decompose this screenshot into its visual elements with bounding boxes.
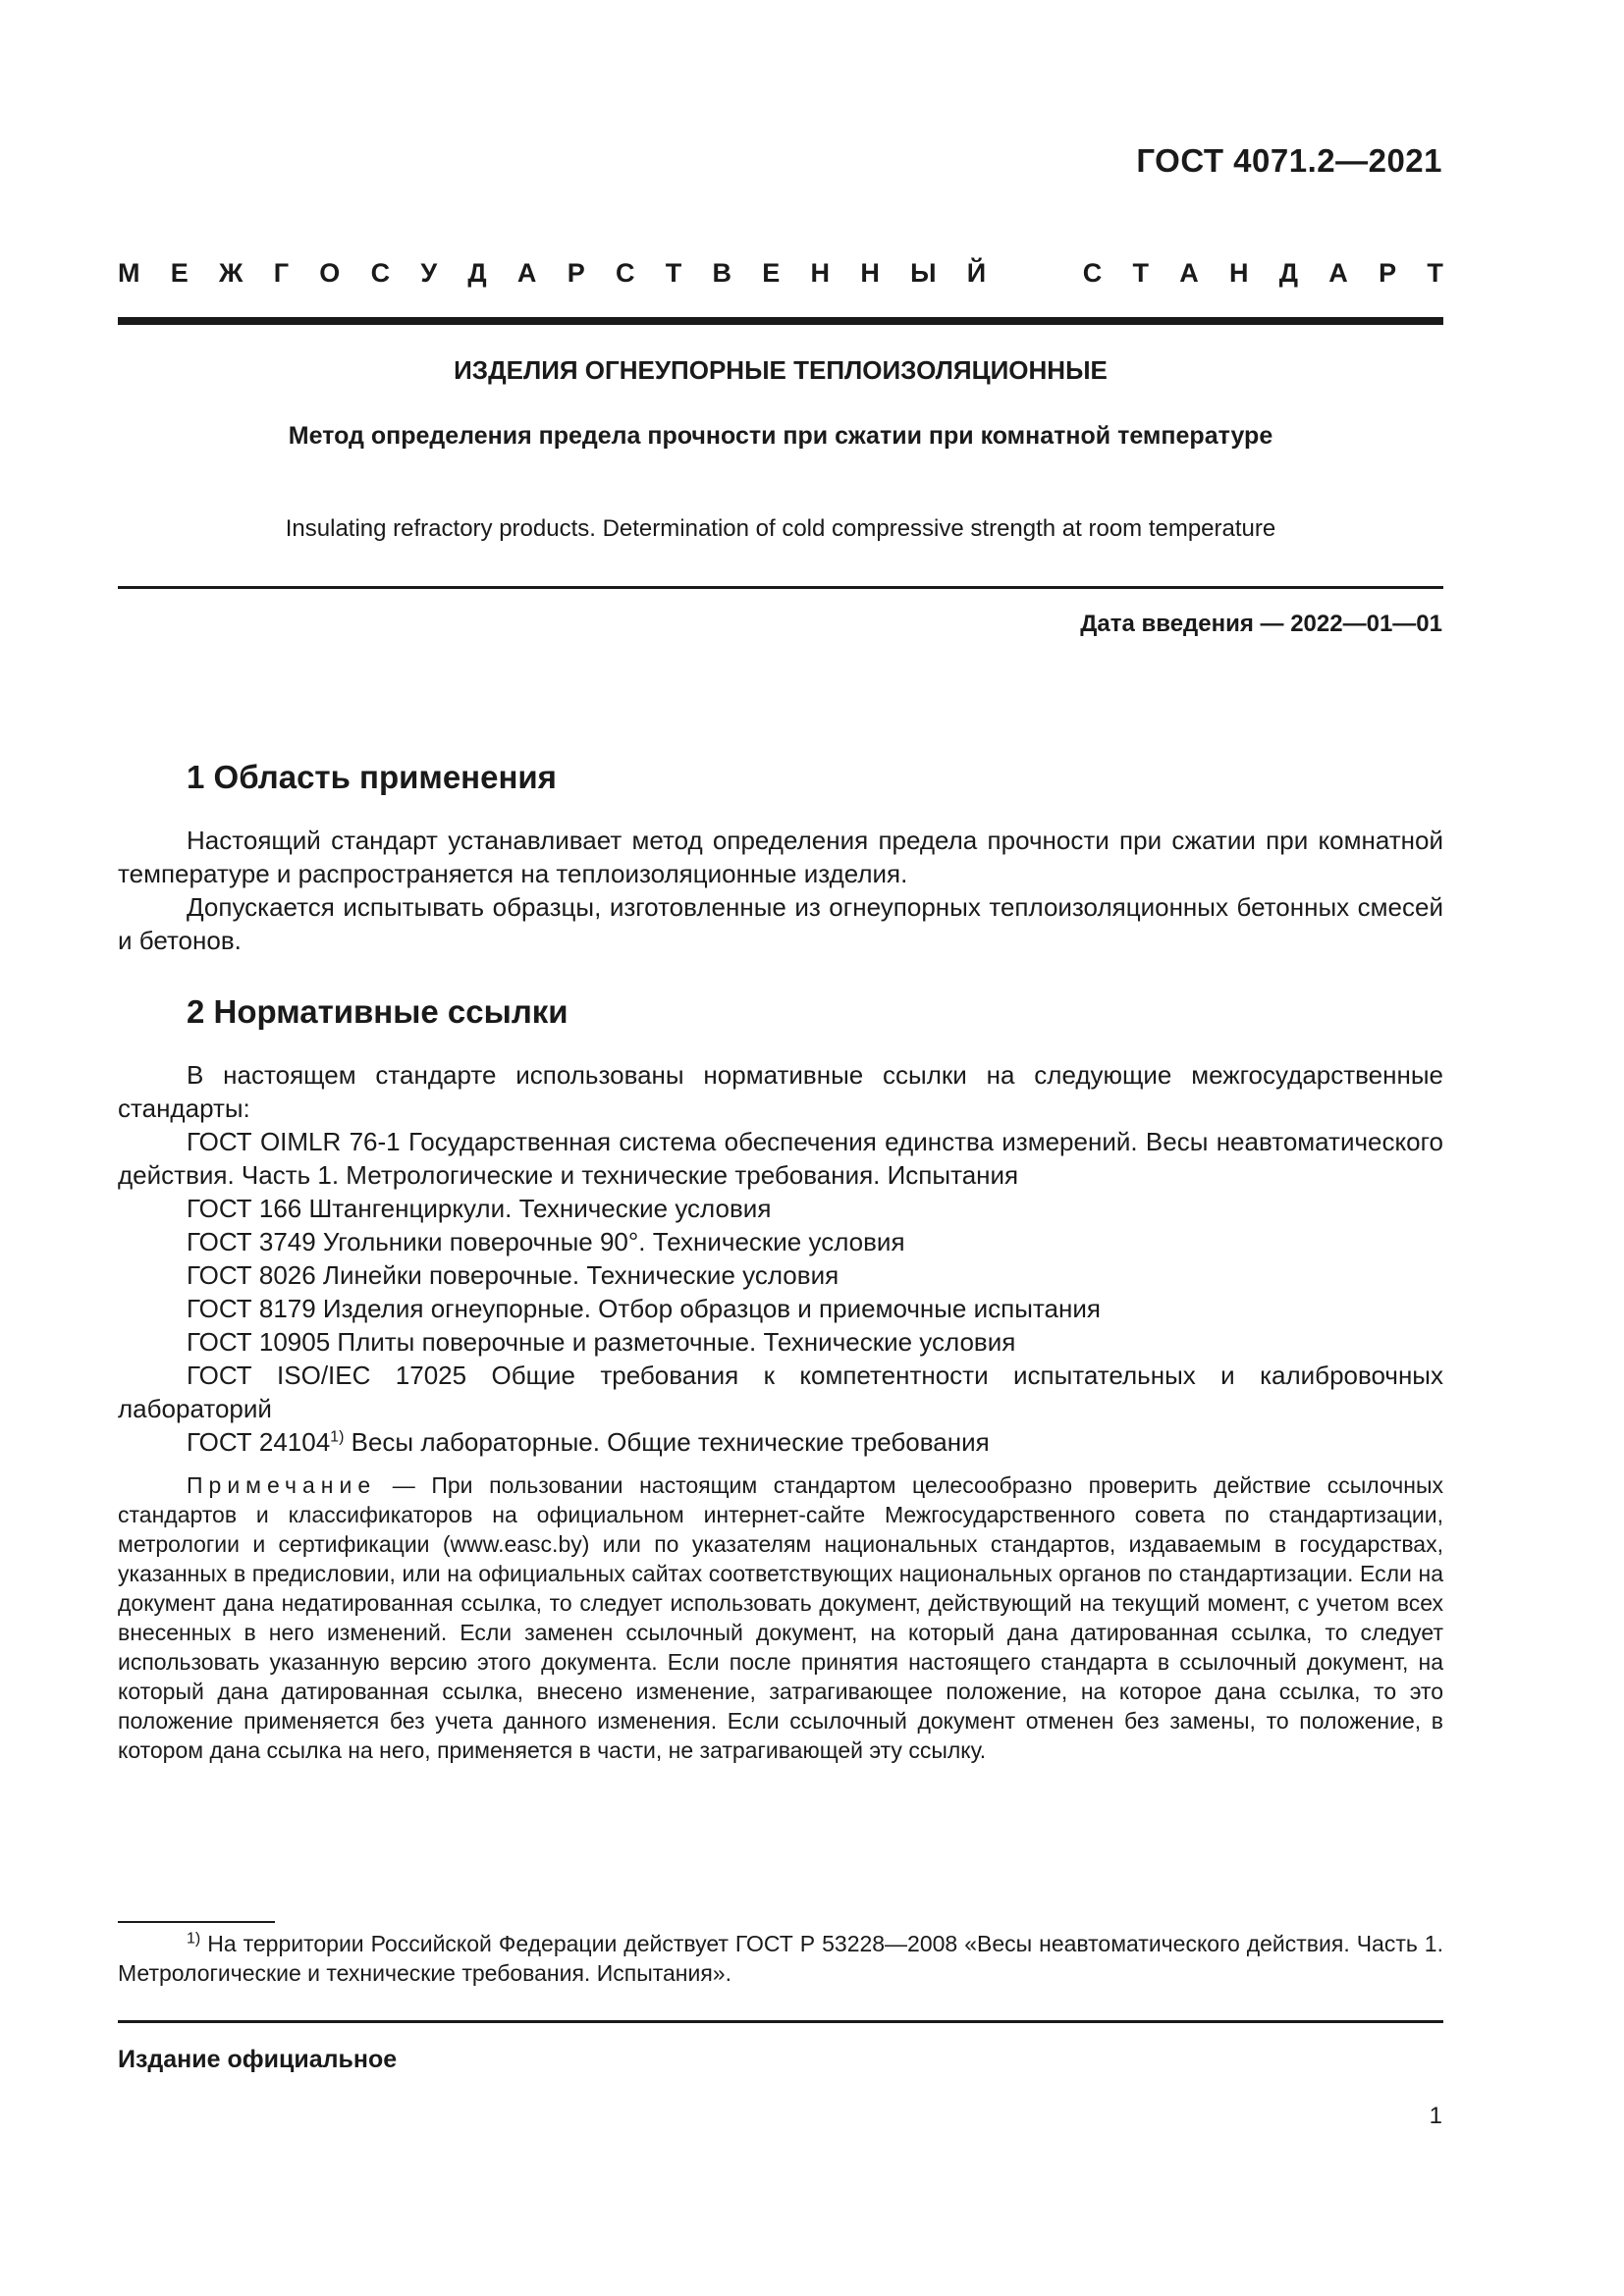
letter: Т xyxy=(1132,257,1149,288)
letter: Ы xyxy=(910,257,937,288)
letter: Р xyxy=(1379,257,1397,288)
letter: А xyxy=(1179,257,1199,288)
letter: О xyxy=(319,257,341,288)
letter: Н xyxy=(810,257,831,288)
letter: Г xyxy=(273,257,290,288)
footnote-mark: 1) xyxy=(187,1930,201,1948)
document-title-english: Insulating refractory products. Determination of cold compressive strength at room temperature xyxy=(285,515,1276,542)
letter: С xyxy=(370,257,391,288)
letter: С xyxy=(615,257,635,288)
footnote-text: На территории Российской Федерации действует ГОСТ Р 53228—2008 «Весы неавтоматического действия. Часть 1. Метрологические и технические требования. Испытания». xyxy=(118,1931,1443,1986)
letter: Е xyxy=(762,257,781,288)
note-label: Примечание xyxy=(187,1472,377,1498)
letter: С xyxy=(1082,257,1103,288)
introduction-date: Дата введения — 2022—01—01 xyxy=(1080,611,1442,637)
footnote-ref[interactable]: 1) xyxy=(330,1428,345,1446)
reference-item: ГОСТ 3749 Угольники поверочные 90°. Технические условия xyxy=(187,1227,905,1256)
footer-rule xyxy=(118,2020,1443,2023)
reference-text: Весы лабораторные. Общие технические требования xyxy=(344,1427,990,1457)
section-2 xyxy=(118,993,1443,1765)
document-title: ИЗДЕЛИЯ ОГНЕУПОРНЫЕ ТЕПЛОИЗОЛЯЦИОННЫЕ xyxy=(454,355,1108,385)
letter: М xyxy=(118,257,140,288)
interstate-standard-label xyxy=(118,253,1443,293)
letter: Н xyxy=(860,257,880,288)
reference-code: ГОСТ 24104 xyxy=(187,1427,331,1457)
reference-item: ГОСТ 166 Штангенциркули. Технические условия xyxy=(187,1194,772,1223)
reference-item: ГОСТ 10905 Плиты поверочные и разметочные. Технические условия xyxy=(187,1327,1016,1357)
section-heading: 1 Область применения xyxy=(187,759,557,795)
section-heading: 2 Нормативные ссылки xyxy=(187,993,568,1030)
note xyxy=(118,1470,1443,1765)
note-text: — При пользовании настоящим стандартом целесообразно проверить действие ссылочных стандартов и классификаторов на официальном интернет-сайте Межгосударственного совета по стандартизации, метрологии и сертификации (www.easc.by) или по указателям национальных стандартов, издаваемым в государствах, указанных в предисловии, или на официальных сайтах соответствующих национальных органов по стандартизации. Если на документ дана недатированная ссылка, то следует использовать документ, действующий на текущий момент, с учетом всех внесенных в него изменений. Если заменен ссылочный документ, на который дана датированная ссылка, то следует использовать указанную версию этого документа. Если после принятия настоящего стандарта в ссылочный документ, на который дана датированная ссылка, внесено изменение, затрагивающее положение, на которое дана ссылка, то это положение применяется без учета данного изменения. Если ссылочный документ отменен без замены, то положение, в котором дана ссылка на него, применяется в части, не затрагивающей эту ссылку. xyxy=(118,1472,1443,1763)
reference-item: ГОСТ OIMLR 76-1 Государственная система обеспечения единства измерений. Весы неавтоматического действия. Часть 1. Метрологические и технические требования. Испытания xyxy=(118,1127,1443,1190)
letter: Й xyxy=(966,257,987,288)
reference-item: ГОСТ ISO/IEC 17025 Общие требования к компетентности испытательных и калибровочных лабораторий xyxy=(118,1361,1443,1423)
letter: А xyxy=(516,257,537,288)
letter: Т xyxy=(665,257,682,288)
letter: Д xyxy=(467,257,487,288)
reference-item xyxy=(118,1425,1443,1459)
letter: Т xyxy=(1427,257,1443,288)
official-edition-label: Издание официальное xyxy=(118,2046,398,2073)
letter: Н xyxy=(1229,257,1249,288)
letter: В xyxy=(712,257,731,288)
header-rule xyxy=(118,317,1443,325)
footnote-rule xyxy=(118,1921,275,1923)
reference-item: ГОСТ 8026 Линейки поверочные. Технические условия xyxy=(187,1260,839,1290)
letter: Ж xyxy=(219,257,244,288)
gost-code: ГОСТ 4071.2—2021 xyxy=(1136,142,1442,179)
letter: У xyxy=(420,257,438,288)
paragraph: Допускается испытывать образцы, изготовленные из огнеупорных теплоизоляционных бетонных смесей и бетонов. xyxy=(118,892,1443,955)
letter: А xyxy=(1328,257,1348,288)
document-subtitle: Метод определения предела прочности при сжатии при комнатной температуре xyxy=(288,422,1273,450)
letter: Р xyxy=(567,257,585,288)
footnote xyxy=(118,1929,1443,1988)
paragraph: Настоящий стандарт устанавливает метод определения предела прочности при сжатии при комнатной температуре и распространяется на теплоизоляционные изделия. xyxy=(118,826,1443,888)
reference-item: ГОСТ 8179 Изделия огнеупорные. Отбор образцов и приемочные испытания xyxy=(187,1294,1101,1323)
letter: Е xyxy=(170,257,189,288)
section-1 xyxy=(118,759,1443,957)
title-rule xyxy=(118,586,1443,589)
paragraph: В настоящем стандарте использованы нормативные ссылки на следующие межгосударственные стандарты: xyxy=(118,1060,1443,1123)
letter: Д xyxy=(1278,257,1299,288)
page-number: 1 xyxy=(1429,2103,1442,2129)
